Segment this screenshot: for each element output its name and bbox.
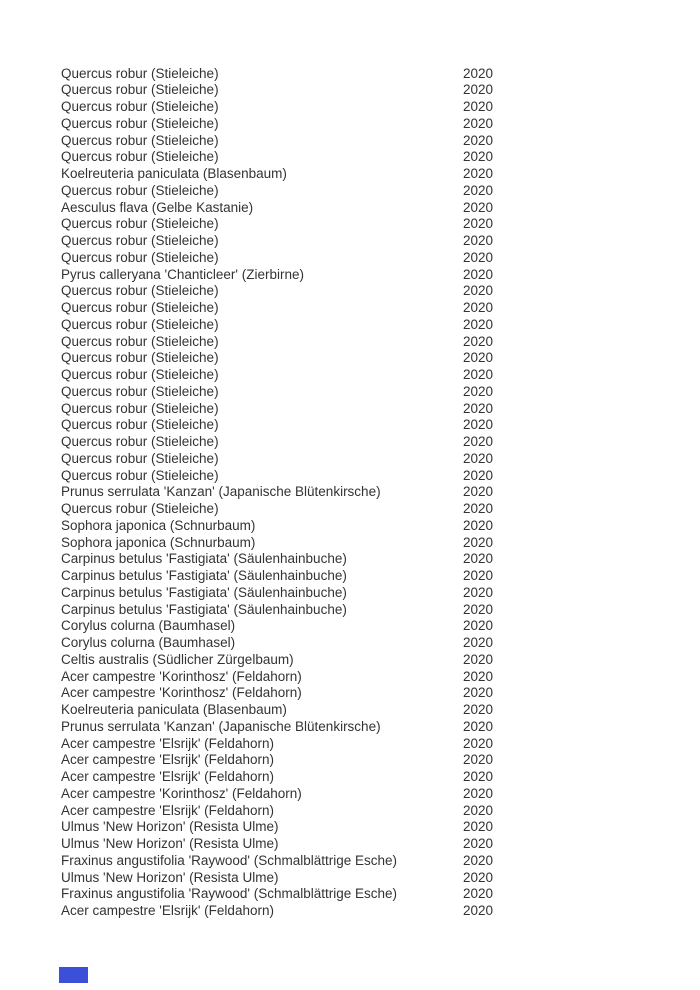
species-name: Quercus robur (Stieleiche) <box>61 283 219 299</box>
table-row <box>0 99 700 116</box>
planting-year: 2020 <box>463 685 494 701</box>
table-row <box>0 166 700 183</box>
table-row <box>0 836 700 853</box>
species-name: Sophora japonica (Schnurbaum) <box>61 517 256 533</box>
table-row <box>0 585 700 602</box>
species-name: Ulmus 'New Horizon' (Resista Ulme) <box>61 819 279 835</box>
tree-species-table <box>0 66 700 920</box>
planting-year: 2020 <box>463 417 494 433</box>
species-name: Ulmus 'New Horizon' (Resista Ulme) <box>61 836 279 851</box>
planting-year: 2020 <box>463 65 494 81</box>
table-row <box>0 786 700 803</box>
planting-year: 2020 <box>463 568 494 583</box>
species-name: Quercus robur (Stieleiche) <box>61 383 219 399</box>
table-row <box>0 233 700 250</box>
species-name: Quercus robur (Stieleiche) <box>61 434 219 449</box>
planting-year: 2020 <box>463 249 494 265</box>
planting-year: 2020 <box>463 367 494 382</box>
species-name: Quercus robur (Stieleiche) <box>61 65 219 81</box>
species-name: Quercus robur (Stieleiche) <box>61 350 219 366</box>
planting-year: 2020 <box>463 350 494 366</box>
planting-year: 2020 <box>463 618 494 634</box>
table-row <box>0 669 700 686</box>
species-name: Quercus robur (Stieleiche) <box>61 450 219 466</box>
species-name: Carpinus betulus 'Fastigiata' (Säulenhainbuche) <box>61 584 347 600</box>
species-name: Quercus robur (Stieleiche) <box>61 367 219 382</box>
planting-year: 2020 <box>463 99 494 114</box>
table-row <box>0 618 700 635</box>
species-name: Acer campestre 'Elsrijk' (Feldahorn) <box>61 769 274 784</box>
planting-year: 2020 <box>463 216 494 232</box>
table-row <box>0 551 700 568</box>
planting-year: 2020 <box>463 819 494 835</box>
species-name: Quercus robur (Stieleiche) <box>61 400 219 416</box>
blue-marker <box>59 967 88 983</box>
table-row <box>0 350 700 367</box>
species-name: Acer campestre 'Elsrijk' (Feldahorn) <box>61 752 274 768</box>
planting-year: 2020 <box>463 601 494 617</box>
planting-year: 2020 <box>463 785 494 801</box>
species-name: Quercus robur (Stieleiche) <box>61 501 219 516</box>
species-name: Carpinus betulus 'Fastigiata' (Säulenhainbuche) <box>61 551 347 567</box>
planting-year: 2020 <box>463 903 494 918</box>
table-row <box>0 769 700 786</box>
planting-year: 2020 <box>463 115 494 131</box>
table-row <box>0 183 700 200</box>
planting-year: 2020 <box>463 166 494 181</box>
species-name: Carpinus betulus 'Fastigiata' (Säulenhainbuche) <box>61 568 347 583</box>
table-row <box>0 568 700 585</box>
species-name: Koelreuteria paniculata (Blasenbaum) <box>61 702 287 717</box>
table-row <box>0 635 700 652</box>
planting-year: 2020 <box>463 400 494 416</box>
species-name: Quercus robur (Stieleiche) <box>61 417 219 433</box>
table-row <box>0 819 700 836</box>
planting-year: 2020 <box>463 635 494 650</box>
table-row <box>0 903 700 920</box>
planting-year: 2020 <box>463 534 494 550</box>
table-row <box>0 752 700 769</box>
table-row <box>0 267 700 284</box>
planting-year: 2020 <box>463 182 494 198</box>
planting-year: 2020 <box>463 501 494 516</box>
planting-year: 2020 <box>463 517 494 533</box>
species-name: Acer campestre 'Elsrijk' (Feldahorn) <box>61 802 274 818</box>
table-row <box>0 853 700 870</box>
table-row <box>0 652 700 669</box>
table-row <box>0 719 700 736</box>
table-row <box>0 501 700 518</box>
table-row <box>0 116 700 133</box>
planting-year: 2020 <box>463 316 494 332</box>
species-name: Quercus robur (Stieleiche) <box>61 249 219 265</box>
species-name: Acer campestre 'Korinthosz' (Feldahorn) <box>61 685 302 701</box>
species-name: Quercus robur (Stieleiche) <box>61 149 219 165</box>
species-name: Sophora japonica (Schnurbaum) <box>61 534 256 550</box>
table-row <box>0 384 700 401</box>
planting-year: 2020 <box>463 702 494 717</box>
species-name: Acer campestre 'Elsrijk' (Feldahorn) <box>61 903 274 918</box>
planting-year: 2020 <box>463 651 494 667</box>
species-name: Quercus robur (Stieleiche) <box>61 333 219 349</box>
species-name: Acer campestre 'Korinthosz' (Feldahorn) <box>61 668 302 684</box>
species-name: Fraxinus angustifolia 'Raywood' (Schmalblättrige Esche) <box>61 852 398 868</box>
table-row <box>0 82 700 99</box>
planting-year: 2020 <box>463 836 494 851</box>
planting-year: 2020 <box>463 769 494 784</box>
species-name: Quercus robur (Stieleiche) <box>61 82 219 98</box>
species-name: Quercus robur (Stieleiche) <box>61 132 219 148</box>
species-name: Pyrus calleryana 'Chanticleer' (Zierbirne) <box>61 266 304 282</box>
table-row <box>0 334 700 351</box>
planting-year: 2020 <box>463 434 494 449</box>
species-name: Acer campestre 'Elsrijk' (Feldahorn) <box>61 735 274 751</box>
table-row <box>0 685 700 702</box>
species-name: Quercus robur (Stieleiche) <box>61 467 219 483</box>
table-row <box>0 451 700 468</box>
table-row <box>0 736 700 753</box>
table-row <box>0 468 700 485</box>
planting-year: 2020 <box>463 668 494 684</box>
table-row <box>0 317 700 334</box>
planting-year: 2020 <box>463 199 494 215</box>
planting-year: 2020 <box>463 869 494 885</box>
planting-year: 2020 <box>463 149 494 165</box>
table-row <box>0 283 700 300</box>
table-row <box>0 803 700 820</box>
planting-year: 2020 <box>463 82 494 98</box>
table-row <box>0 484 700 501</box>
species-name: Quercus robur (Stieleiche) <box>61 182 219 198</box>
table-row <box>0 602 700 619</box>
planting-year: 2020 <box>463 551 494 567</box>
table-row <box>0 535 700 552</box>
planting-year: 2020 <box>463 266 494 282</box>
species-name: Quercus robur (Stieleiche) <box>61 316 219 332</box>
table-row <box>0 300 700 317</box>
planting-year: 2020 <box>463 467 494 483</box>
species-name: Quercus robur (Stieleiche) <box>61 115 219 131</box>
species-name: Quercus robur (Stieleiche) <box>61 300 219 315</box>
table-row <box>0 133 700 150</box>
table-row <box>0 200 700 217</box>
species-name: Quercus robur (Stieleiche) <box>61 99 219 114</box>
table-row <box>0 216 700 233</box>
planting-year: 2020 <box>463 802 494 818</box>
species-name: Carpinus betulus 'Fastigiata' (Säulenhainbuche) <box>61 601 347 617</box>
planting-year: 2020 <box>463 450 494 466</box>
planting-year: 2020 <box>463 484 494 500</box>
table-row <box>0 367 700 384</box>
species-name: Acer campestre 'Korinthosz' (Feldahorn) <box>61 785 302 801</box>
planting-year: 2020 <box>463 735 494 751</box>
species-name: Aesculus flava (Gelbe Kastanie) <box>61 199 254 215</box>
species-name: Fraxinus angustifolia 'Raywood' (Schmalblättrige Esche) <box>61 886 398 902</box>
species-name: Prunus serrulata 'Kanzan' (Japanische Blütenkirsche) <box>61 484 381 500</box>
table-row <box>0 149 700 166</box>
species-name: Corylus colurna (Baumhasel) <box>61 635 236 650</box>
planting-year: 2020 <box>463 300 494 315</box>
table-row <box>0 250 700 267</box>
species-name: Prunus serrulata 'Kanzan' (Japanische Blütenkirsche) <box>61 718 381 734</box>
planting-year: 2020 <box>463 132 494 148</box>
table-row <box>0 434 700 451</box>
planting-year: 2020 <box>463 333 494 349</box>
table-row <box>0 401 700 418</box>
table-row <box>0 886 700 903</box>
species-name: Koelreuteria paniculata (Blasenbaum) <box>61 166 287 181</box>
planting-year: 2020 <box>463 886 494 902</box>
planting-year: 2020 <box>463 233 494 248</box>
species-name: Ulmus 'New Horizon' (Resista Ulme) <box>61 869 279 885</box>
species-name: Corylus colurna (Baumhasel) <box>61 618 236 634</box>
planting-year: 2020 <box>463 718 494 734</box>
table-row <box>0 702 700 719</box>
planting-year: 2020 <box>463 383 494 399</box>
species-name: Quercus robur (Stieleiche) <box>61 233 219 248</box>
planting-year: 2020 <box>463 584 494 600</box>
species-name: Quercus robur (Stieleiche) <box>61 216 219 232</box>
table-row <box>0 870 700 887</box>
table-row <box>0 518 700 535</box>
table-row <box>0 66 700 83</box>
planting-year: 2020 <box>463 283 494 299</box>
species-name: Celtis australis (Südlicher Zürgelbaum) <box>61 651 294 667</box>
planting-year: 2020 <box>463 752 494 768</box>
planting-year: 2020 <box>463 852 494 868</box>
table-row <box>0 417 700 434</box>
